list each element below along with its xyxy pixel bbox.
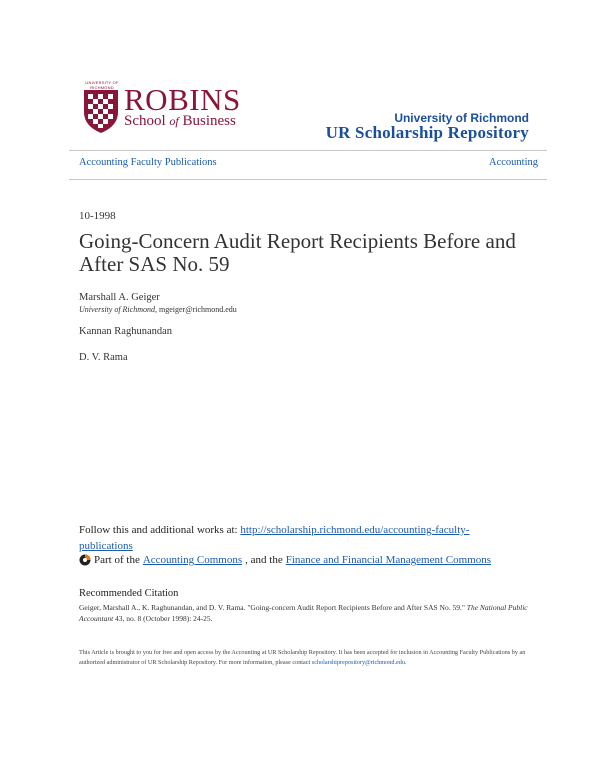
accounting-commons-link[interactable]: Accounting Commons <box>142 554 243 566</box>
citation-heading: Recommended Citation <box>79 588 179 599</box>
citation-text: Geiger, Marshall A., K. Raghunandan, and D. V. Rama. "Going-concern Audit Report Recipients Before and After SAS No. 59." The National Public Accountant 43, no. 8 (October 1998): 24-25. <box>79 603 528 623</box>
header-divider <box>69 150 547 151</box>
part-of-line: Part of the Accounting Commons , and the Finance and Financial Management Commons <box>79 554 519 566</box>
collection-link[interactable]: Accounting Faculty Publications <box>79 157 217 168</box>
logo-school-of-business: School of Business <box>124 113 236 129</box>
logo-university-label: UNIVERSITY OF RICHMOND <box>85 80 119 90</box>
article-title: Going-Concern Audit Report Recipients Before and After SAS No. 59 <box>79 229 516 276</box>
author-name: Kannan Raghunandan <box>79 326 173 337</box>
contact-email-link[interactable]: scholarshiprepository@richmond.edu <box>311 659 405 666</box>
author-name: Marshall A. Geiger <box>79 292 160 303</box>
department-link[interactable]: Accounting <box>489 157 538 168</box>
logo-robins-wordmark: ROBINS <box>124 82 241 117</box>
repository-name[interactable]: UR Scholarship Repository <box>325 123 529 142</box>
author-name: D. V. Rama <box>79 352 128 363</box>
university-name[interactable]: University of Richmond <box>394 111 529 125</box>
publication-date: 10-1998 <box>79 210 116 222</box>
bepress-commons-icon <box>79 554 91 566</box>
collection-url-link[interactable]: http://scholarship.richmond.edu/accounting-faculty-publications <box>79 524 470 552</box>
follow-line: Follow this and additional works at: http://scholarship.richmond.edu/accounting-faculty-publications <box>79 524 470 552</box>
access-notice: This Article is brought to you for free and open access by the Accounting at UR Scholarship Repository. It has been accepted for inclusion in Accounting Faculty Publications by an authorized administrator of UR Scholarship Repository. For more information, please contact scholarshiprepository@richmond.edu. <box>79 649 526 666</box>
shield-logo-icon <box>82 86 120 134</box>
finance-commons-link[interactable]: Finance and Financial Management Commons <box>285 554 492 566</box>
author-affiliation: University of Richmond, mgeiger@richmond.edu <box>79 305 237 314</box>
nav-divider <box>69 179 547 180</box>
